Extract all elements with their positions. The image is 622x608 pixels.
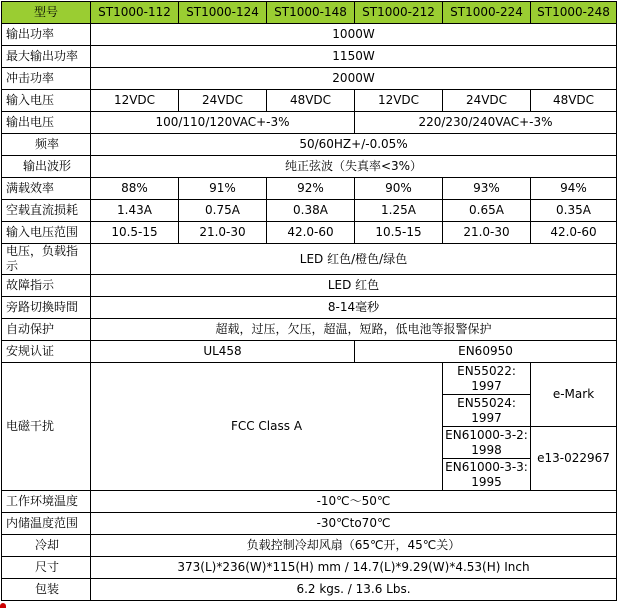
emc-standard: EN61000-3-2: 1998 bbox=[443, 427, 531, 459]
table-cell: 90% bbox=[355, 178, 443, 200]
table-cell: EN60950 bbox=[355, 341, 617, 363]
model-name: ST1000-124 bbox=[179, 2, 267, 24]
table-cell: 10.5-15 bbox=[91, 222, 179, 244]
output-power-row bbox=[2, 24, 617, 46]
header-model-label: 型号 bbox=[2, 2, 91, 24]
emc-standard: EN61000-3-3: 1995 bbox=[443, 459, 531, 491]
bypass-switch-time-row bbox=[2, 297, 617, 319]
table-cell: 12VDC bbox=[355, 90, 443, 112]
dimensions-value: 373(L)*236(W)*115(H) mm / 14.7(L)*9.29(W)*4.53(H) Inch bbox=[91, 557, 617, 579]
row-label: 输出电压 bbox=[2, 112, 91, 134]
auto-protection-row bbox=[2, 319, 617, 341]
row-label: 安规认证 bbox=[2, 341, 91, 363]
emc-standard: EN55022: 1997 bbox=[443, 363, 531, 395]
table-cell: 93% bbox=[443, 178, 531, 200]
table-cell: 42.0-60 bbox=[531, 222, 617, 244]
header-row bbox=[2, 2, 617, 24]
table-cell: 21.0-30 bbox=[443, 222, 531, 244]
surge-power-row bbox=[2, 68, 617, 90]
full-load-efficiency-row bbox=[2, 178, 617, 200]
storage-temp-row bbox=[2, 513, 617, 535]
table-cell: 10.5-15 bbox=[355, 222, 443, 244]
frequency-row bbox=[2, 134, 617, 156]
output-waveform-value: 纯正弦波（失真率<3%） bbox=[91, 156, 617, 178]
packing-value: 6.2 kgs. / 13.6 Lbs. bbox=[91, 579, 617, 601]
row-label: 包装 bbox=[2, 579, 91, 601]
row-label: 输入电压范围 bbox=[2, 222, 91, 244]
row-label: 自动保护 bbox=[2, 319, 91, 341]
storage-temp-value: -30℃to70℃ bbox=[91, 513, 617, 535]
emc-row bbox=[2, 363, 617, 395]
row-label: 内储温度范围 bbox=[2, 513, 91, 535]
voltage-load-indicator-value: LED 红色/橙色/绿色 bbox=[91, 244, 617, 275]
frequency-value: 50/60HZ+/-0.05% bbox=[91, 134, 617, 156]
model-name: ST1000-224 bbox=[443, 2, 531, 24]
table-cell: 24VDC bbox=[443, 90, 531, 112]
row-label: 最大输出功率 bbox=[2, 46, 91, 68]
cooling-row bbox=[2, 535, 617, 557]
table-cell: 48VDC bbox=[531, 90, 617, 112]
dimensions-row bbox=[2, 557, 617, 579]
output-voltage-row bbox=[2, 112, 617, 134]
auto-protection-value: 超载，过压，欠压，超温，短路，低电池等报警保护 bbox=[91, 319, 617, 341]
row-label: 故障指示 bbox=[2, 275, 91, 297]
fault-indicator-value: LED 红色 bbox=[91, 275, 617, 297]
no-load-current-row bbox=[2, 200, 617, 222]
model-name: ST1000-248 bbox=[531, 2, 617, 24]
operating-temp-value: -10℃～50℃ bbox=[91, 491, 617, 513]
table-cell: 91% bbox=[179, 178, 267, 200]
table-cell: 42.0-60 bbox=[267, 222, 355, 244]
row-label: 空载直流损耗 bbox=[2, 200, 91, 222]
table-cell: 92% bbox=[267, 178, 355, 200]
emc-fcc-value: FCC Class A bbox=[91, 363, 443, 491]
corner-mark bbox=[0, 603, 6, 608]
table-cell: 21.0-30 bbox=[179, 222, 267, 244]
emc-emark: e-Mark bbox=[531, 363, 617, 427]
input-voltage-row bbox=[2, 90, 617, 112]
output-waveform-row bbox=[2, 156, 617, 178]
table-cell: UL458 bbox=[91, 341, 355, 363]
model-name: ST1000-148 bbox=[267, 2, 355, 24]
table-cell: 24VDC bbox=[179, 90, 267, 112]
row-label: 工作环境温度 bbox=[2, 491, 91, 513]
row-label: 电磁干扰 bbox=[2, 363, 91, 491]
fault-indicator-row bbox=[2, 275, 617, 297]
table-cell: 94% bbox=[531, 178, 617, 200]
row-label: 冲击功率 bbox=[2, 68, 91, 90]
table-cell: 100/110/120VAC+-3% bbox=[91, 112, 355, 134]
table-cell: 88% bbox=[91, 178, 179, 200]
output-power-value: 1000W bbox=[91, 24, 617, 46]
table-cell: 0.35A bbox=[531, 200, 617, 222]
row-label: 旁路切換時間 bbox=[2, 297, 91, 319]
table-cell: 1.43A bbox=[91, 200, 179, 222]
packing-row bbox=[2, 579, 617, 601]
max-output-power-value: 1150W bbox=[91, 46, 617, 68]
cooling-value: 负载控制冷却风扇（65℃开，45℃关） bbox=[91, 535, 617, 557]
row-label: 尺寸 bbox=[2, 557, 91, 579]
row-label: 输入电压 bbox=[2, 90, 91, 112]
row-label: 频率 bbox=[2, 134, 91, 156]
row-label: 输出波形 bbox=[2, 156, 91, 178]
row-label: 输出功率 bbox=[2, 24, 91, 46]
spec-table bbox=[1, 1, 617, 601]
table-cell: 1.25A bbox=[355, 200, 443, 222]
bypass-switch-time-value: 8-14毫秒 bbox=[91, 297, 617, 319]
safety-certification-row bbox=[2, 341, 617, 363]
table-cell: 220/230/240VAC+-3% bbox=[355, 112, 617, 134]
voltage-load-indicator-row bbox=[2, 244, 617, 275]
max-output-power-row bbox=[2, 46, 617, 68]
table-cell: 0.38A bbox=[267, 200, 355, 222]
emc-emark-code: e13-022967 bbox=[531, 427, 617, 491]
model-name: ST1000-212 bbox=[355, 2, 443, 24]
operating-temp-row bbox=[2, 491, 617, 513]
table-cell: 0.65A bbox=[443, 200, 531, 222]
surge-power-value: 2000W bbox=[91, 68, 617, 90]
model-name: ST1000-112 bbox=[91, 2, 179, 24]
table-cell: 0.75A bbox=[179, 200, 267, 222]
table-cell: 12VDC bbox=[91, 90, 179, 112]
table-cell: 48VDC bbox=[267, 90, 355, 112]
row-label: 电压，负载指示 bbox=[2, 244, 91, 275]
row-label: 冷却 bbox=[2, 535, 91, 557]
row-label: 满载效率 bbox=[2, 178, 91, 200]
input-voltage-range-row bbox=[2, 222, 617, 244]
emc-standard: EN55024: 1997 bbox=[443, 395, 531, 427]
